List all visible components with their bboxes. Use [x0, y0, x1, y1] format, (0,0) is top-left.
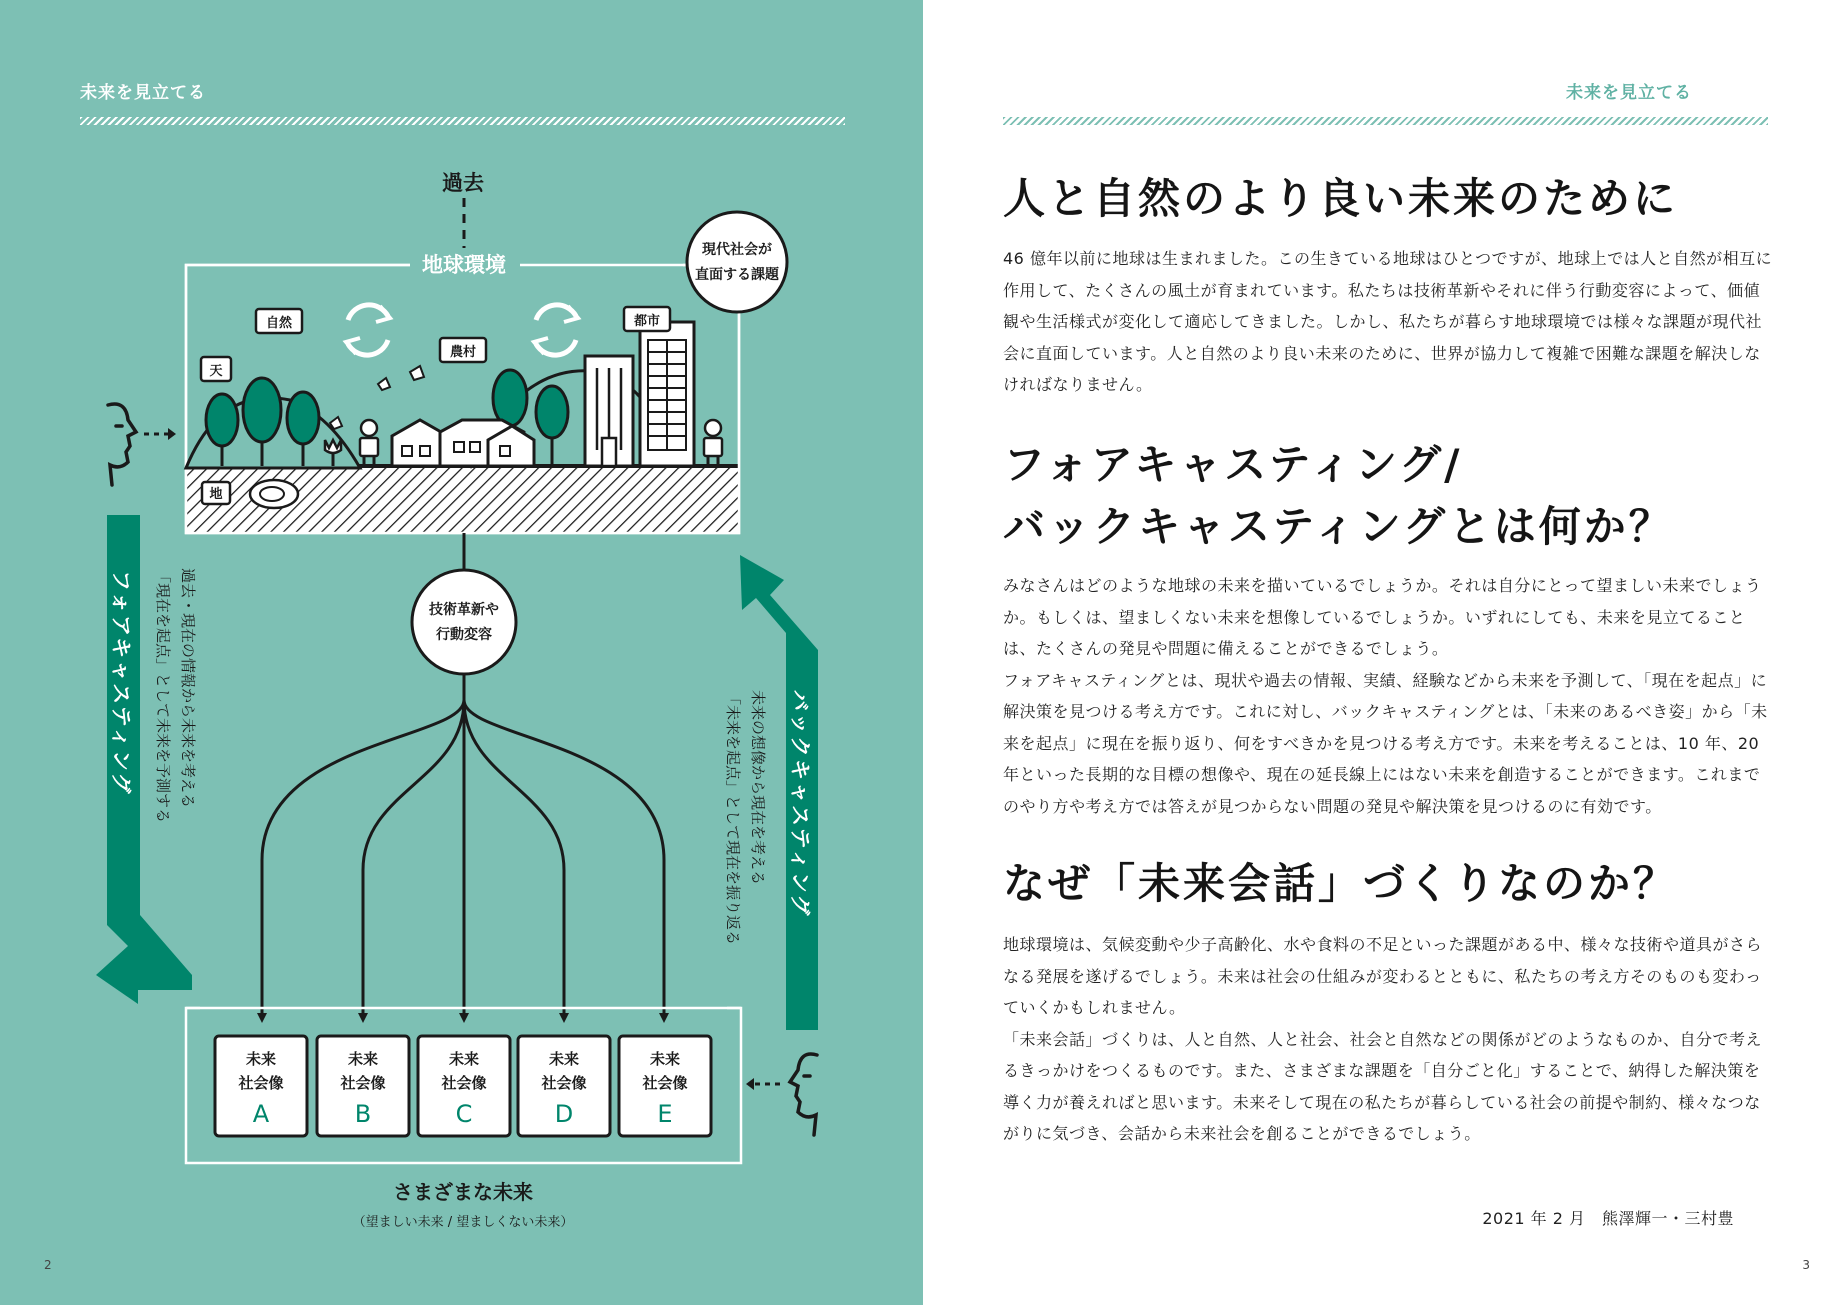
- svg-text:社会像: 社会像: [642, 1074, 688, 1092]
- svg-text:社会像: 社会像: [441, 1074, 487, 1092]
- section-1-title: 人と自然のより良い未来のために: [1003, 174, 1679, 223]
- face-profile-icon: [108, 404, 136, 485]
- future-box-d: [518, 1036, 610, 1136]
- tag-city: [624, 307, 670, 331]
- tag-nature: [256, 309, 302, 333]
- svg-text:D: D: [554, 1100, 574, 1128]
- section-2-body: [1003, 570, 1773, 822]
- issues-circle: [687, 212, 787, 312]
- butterfly-icon: [410, 366, 424, 380]
- section-2-title-line1: フォアキャスティング/: [1003, 440, 1463, 489]
- face-profile-icon: [790, 1054, 817, 1135]
- section-2-paragraph-1: みなさんはどのような地球の未来を描いているでしょうか。それは自分にとって望ましい未来でしょうか。もしくは、望ましくない未来を想像しているでしょうか。いずれにしても、未来を見立てることは、たくさんの発見や問題に備えることができるでしょう。: [1003, 576, 1762, 658]
- section-3-body: [1003, 929, 1773, 1150]
- past-label: 過去: [442, 171, 484, 195]
- svg-text:未来: 未来: [245, 1050, 277, 1068]
- cycle-arrows-icon: [346, 305, 390, 355]
- section-2-title-line2: バックキャスティングとは何か？: [1003, 502, 1674, 551]
- backcasting-label: バックキャスティング: [788, 690, 812, 918]
- tree-icon: [536, 386, 568, 466]
- section-2-paragraph-2: フォアキャスティングとは、現状や過去の情報、実績、経験などから未来を予測して、「現在を起点」に解決策を見つける考え方です。これに対し、バックキャスティングとは、「未来のあるべき姿」から「未来を起点」に現在を振り返り、何をすべきかを見つける考え方です。未来を考えることは、10 年、20 年といった長期的な目標の想像や、現在の延長線上にはない未来を創造することができます。これまでのやり方や考え方では答えが見つからない問題の発見や解決策を見つけるのに有効です。: [1003, 670, 1768, 816]
- butterfly-icon: [378, 378, 390, 390]
- forecasting-label: フォアキャスティング: [109, 570, 133, 796]
- future-box-b: [317, 1036, 409, 1136]
- section-1-body: [1003, 243, 1773, 401]
- section-1-paragraph-1: 46 億年以前に地球は生まれました。この生きている地球はひとつですが、地球上では人と自然が相互に作用して、たくさんの風土が育まれています。私たちは技術革新やそれに伴う行動変容によって、価値観や生活様式が変化して適応してきました。しかし、私たちが暮らす地球環境では様々な課題が現代社会に直面しています。人と自然のより良い未来のために、世界が協力して複雑で困難な課題を解決しなければなりません。: [1003, 249, 1773, 394]
- section-3-title: なぜ「未来会話」づくりなのか？: [1003, 859, 1679, 908]
- futures-caption: さまざまな未来: [393, 1180, 533, 1204]
- svg-text:社会像: 社会像: [238, 1074, 284, 1092]
- signature: 2021 年 2 月 熊澤輝一・三村豊: [1482, 1209, 1734, 1228]
- svg-text:B: B: [354, 1100, 372, 1128]
- section-3-paragraph-2: 「未来会話」づくりは、人と自然、人と社会、社会と自然などの関係がどのようなものか、自分で考えるきっかけをつくるものです。また、さまざまな課題を「自分ごと化」することで、納得した解決策を導く力が養えればと思います。未来そして現在の私たちが暮らしている社会の前提や制約、様々なつながりに気づき、会話から未来社会を創ることができるでしょう。: [1003, 1029, 1763, 1143]
- future-box-c: [418, 1036, 510, 1136]
- svg-text:未来: 未来: [548, 1050, 580, 1068]
- backcasting-desc-line1: 未来の想像から現在を考える: [749, 690, 767, 886]
- svg-text:E: E: [657, 1100, 673, 1128]
- butterfly-icon: [330, 417, 342, 429]
- cycle-arrows-icon: [534, 305, 578, 355]
- page-number-left: 2: [44, 1258, 52, 1272]
- svg-text:社会像: 社会像: [541, 1074, 587, 1092]
- left-page-header: 未来を見立てる: [80, 83, 206, 103]
- branch-arrow-d: [464, 700, 564, 1018]
- tech-circle-line1: 技術革新や: [429, 602, 499, 618]
- right-header-rule: [1003, 117, 1768, 125]
- tech-circle-line2: 行動変容: [436, 627, 492, 643]
- right-page-header: 未来を見立てる: [1566, 83, 1692, 103]
- tag-earth: [202, 482, 230, 504]
- svg-text:未来: 未来: [448, 1050, 480, 1068]
- branch-arrows: [262, 674, 664, 1018]
- svg-text:自然: 自然: [265, 316, 293, 331]
- svg-text:未来: 未来: [649, 1050, 681, 1068]
- tag-heaven: [201, 357, 231, 381]
- svg-text:農村: 農村: [449, 345, 477, 360]
- right-page: [923, 0, 1846, 1305]
- future-box-a: [215, 1036, 307, 1136]
- tech-circle: [412, 570, 516, 674]
- forecasting-desc-line1: 過去・現在の情報から未来を考える: [179, 568, 197, 809]
- city-buildings-icon: [585, 322, 694, 466]
- person-icon: [704, 420, 722, 466]
- svg-text:天: 天: [209, 364, 223, 379]
- svg-text:社会像: 社会像: [340, 1074, 386, 1092]
- tag-farm: [440, 338, 486, 362]
- svg-text:未来: 未来: [347, 1050, 379, 1068]
- mole-icon: [250, 480, 298, 508]
- svg-text:A: A: [252, 1100, 270, 1128]
- svg-text:都市: 都市: [633, 314, 661, 329]
- branch-arrow-b: [363, 700, 464, 1018]
- svg-text:C: C: [455, 1100, 473, 1128]
- issues-circle-line1: 現代社会が: [702, 242, 772, 258]
- future-box-e: [619, 1036, 711, 1136]
- issues-circle-line2: 直面する課題: [695, 267, 779, 283]
- backcasting-desc-line2: 「未来を起点」として現在を振り返る: [724, 690, 742, 946]
- section-3-paragraph-1: 地球環境は、気候変動や少子高齢化、水や食料の不足といった課題がある中、様々な技術や道具がさらなる発展を遂げるでしょう。未来は社会の仕組みが変わるとともに、私たちの考え方そのものも変わっていくかもしれません。: [1003, 935, 1763, 1017]
- farmhouse-icon: [392, 420, 534, 466]
- person-icon: [360, 420, 378, 466]
- environment-label: 地球環境: [422, 253, 506, 277]
- page-number-right: 3: [1802, 1258, 1810, 1272]
- svg-text:地: 地: [209, 487, 223, 502]
- futures-subcaption: （望ましい未来 / 望ましくない未来）: [352, 1215, 574, 1230]
- forecasting-desc-line2: 「現在を起点」として未来を予測する: [154, 568, 172, 824]
